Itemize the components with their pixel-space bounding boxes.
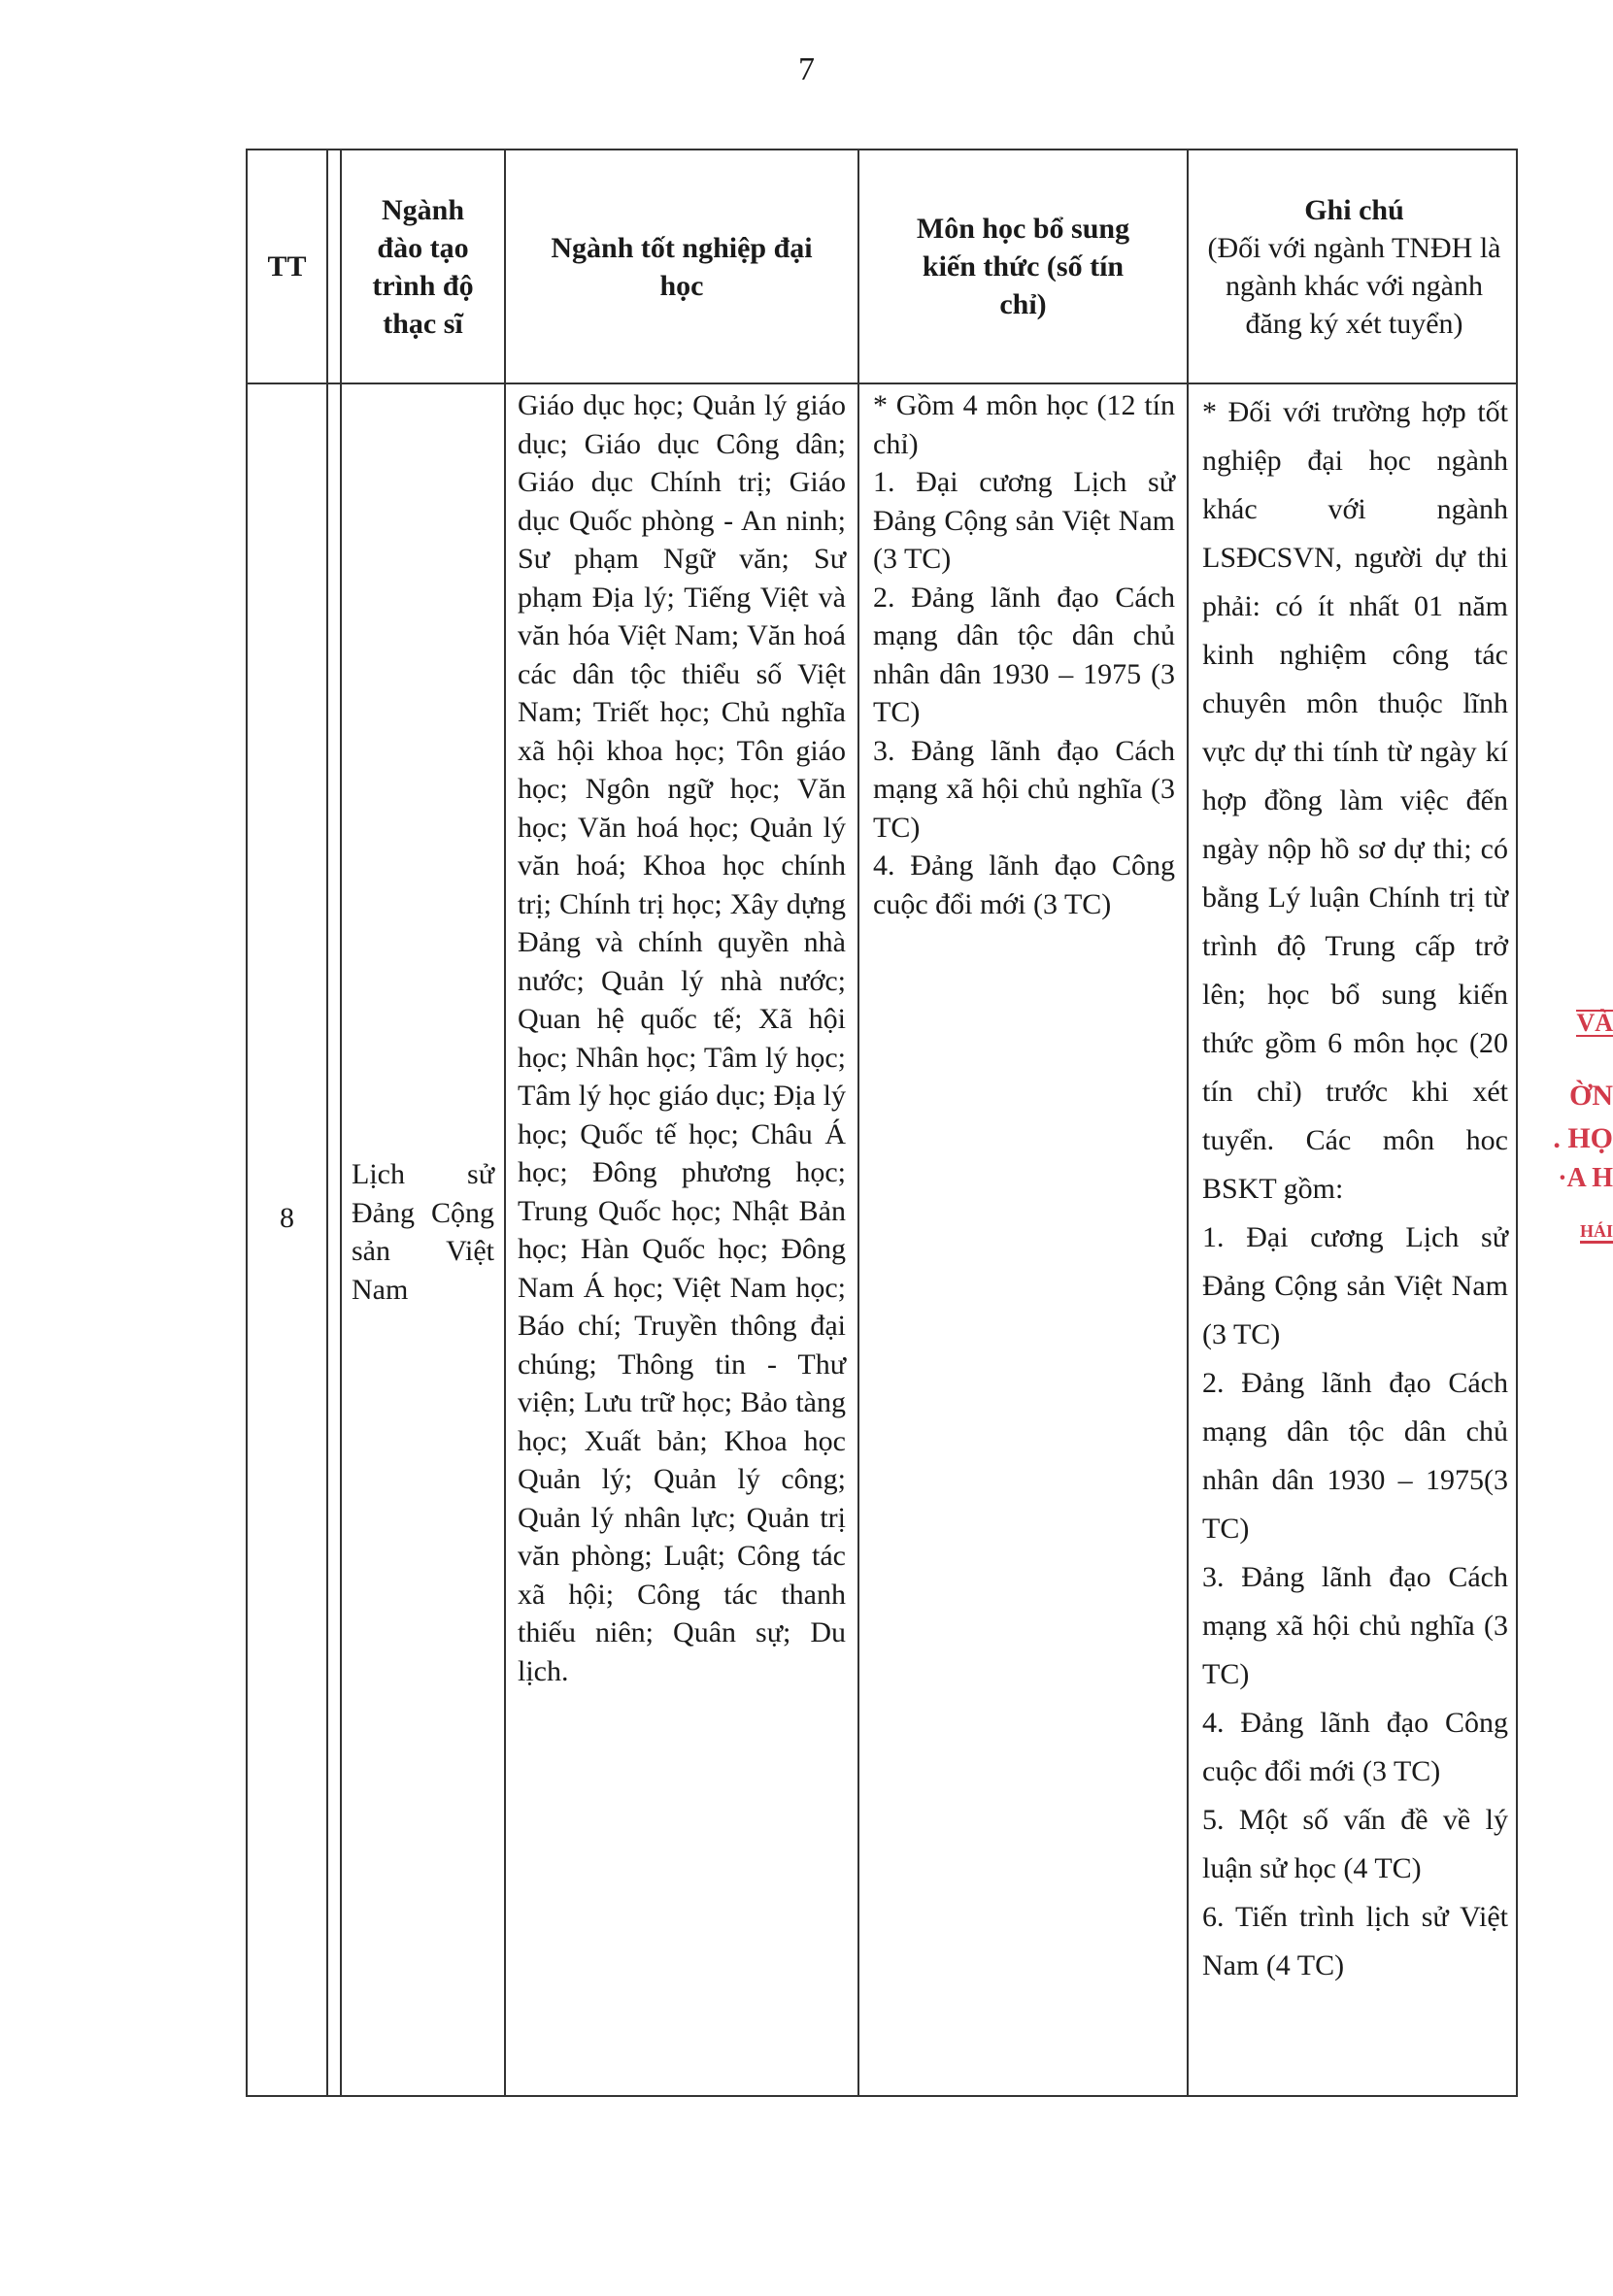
note-requirement: * Đối với trường hợp tốt nghiệp đại học ngành khác với ngành LSĐCSVN, người dự thi phải: có ít nhất 01 năm kinh nghiệm công tác chuyên môn thuộc lĩnh vực dự thi tính từ ngày kí hợp đồng làm việc đến ngày nộp hồ sơ dự thi; có bằng Lý luận Chính trị từ trình độ Trung cấp trở lên; học bổ sung kiến thức gồm 6 môn học (20 tín chỉ) trước khi xét tuyển. Các môn hoc BSKT gồm:: [1202, 396, 1508, 1205]
seal-text-4: ·A H: [1558, 1163, 1613, 1193]
column-divider: [326, 150, 328, 2095]
note-course-3: 3. Đảng lãnh đạo Cách mạng xã hội chủ nghĩa (3 TC): [1202, 1561, 1508, 1690]
column-divider: [340, 150, 342, 2095]
supplement-course-4: 4. Đảng lãnh đạo Công cuộc đổi mới (3 TC): [873, 849, 1175, 920]
header-supplementary-courses: Môn học bổ sung kiến thức (số tín chỉ): [916, 213, 1130, 320]
page-number: 7: [798, 51, 815, 87]
header-tt: TT: [267, 250, 307, 283]
seal-text-3: . HỌ: [1553, 1122, 1613, 1154]
note-course-1: 1. Đại cương Lịch sử Đảng Cộng sản Việt Nam (3 TC): [1202, 1221, 1508, 1350]
note-course-6: 6. Tiến trình lịch sử Việt Nam (4 TC): [1202, 1901, 1508, 1981]
header-divider: [248, 383, 1516, 384]
official-seal-fragment: [1554, 1010, 1613, 1252]
row-supplementary-courses: [859, 386, 1187, 923]
header-major: Ngành đào tạo trình độ thạc sĩ: [372, 193, 474, 340]
supplement-course-1: 1. Đại cương Lịch sử Đảng Cộng sản Việt Nam (3 TC): [873, 466, 1175, 575]
note-course-5: 5. Một số vấn đề về lý luận sử học (4 TC): [1202, 1804, 1508, 1884]
header-note-title: Ghi chú: [1304, 193, 1404, 226]
supplement-summary: * Gồm 4 môn học (12 tín chỉ): [873, 389, 1175, 460]
header-note-subtitle: (Đối với ngành TNĐH là ngành khác với ngành đăng ký xét tuyển): [1207, 231, 1501, 340]
supplement-course-3: 3. Đảng lãnh đạo Cách mạng xã hội chủ nghĩa (3 TC): [873, 734, 1175, 844]
note-course-2: 2. Đảng lãnh đạo Cách mạng dân tộc dân chủ nhân dân 1930 – 1975(3 TC): [1202, 1367, 1508, 1545]
curriculum-table: [246, 149, 1518, 2097]
header-graduated-major: Ngành tốt nghiệp đại học: [551, 231, 813, 302]
row-tt: 8: [280, 1202, 294, 1234]
seal-text-2: ỜN: [1569, 1080, 1613, 1112]
note-course-4: 4. Đảng lãnh đạo Công cuộc đổi mới (3 TC): [1202, 1707, 1508, 1787]
seal-text-1: VÀ: [1576, 1009, 1613, 1037]
header-note: [1189, 150, 1520, 383]
supplement-course-2: 2. Đảng lãnh đạo Cách mạng dân tộc dân chủ nhân dân 1930 – 1975 (3 TC): [873, 581, 1175, 728]
row-major: Lịch sử Đảng Cộng sản Việt Nam: [352, 1158, 494, 1306]
row-graduated-majors: Giáo dục học; Quản lý giáo dục; Giáo dục Công dân; Giáo dục Chính trị; Giáo dục Quốc phòng - An ninh; Sư phạm Ngữ văn; Sư phạm Địa lý; Tiếng Việt và văn hóa Việt Nam; Văn hoá các dân tộc thiểu số Việt Nam; Triết học; Chủ nghĩa xã hội khoa học; Tôn giáo học; Ngôn ngữ học; Văn học; Văn hoá học; Quản lý văn hoá; Khoa học chính trị; Chính trị học; Xây dựng Đảng và chính quyền nhà nước; Quản lý nhà nước; Quan hệ quốc tế; Xã hội học; Nhân học; Tâm lý học; Tâm lý học giáo dục; Địa lý học; Quốc tế học; Châu Á học; Đông phương học; Trung Quốc học; Nhật Bản học; Hàn Quốc học; Đông Nam Á học; Việt Nam học; Báo chí; Truyền thông đại chúng; Thông tin - Thư viện; Lưu trữ học; Bảo tàng học; Xuất bản; Khoa học Quản lý; Quản lý công; Quản lý nhân lực; Quản trị văn phòng; Luật; Công tác xã hội; Công tác thanh thiếu niên; Quân sự; Du lịch.: [518, 389, 846, 1687]
row-note: [1189, 388, 1520, 1990]
seal-text-5: HÁI: [1580, 1221, 1613, 1244]
